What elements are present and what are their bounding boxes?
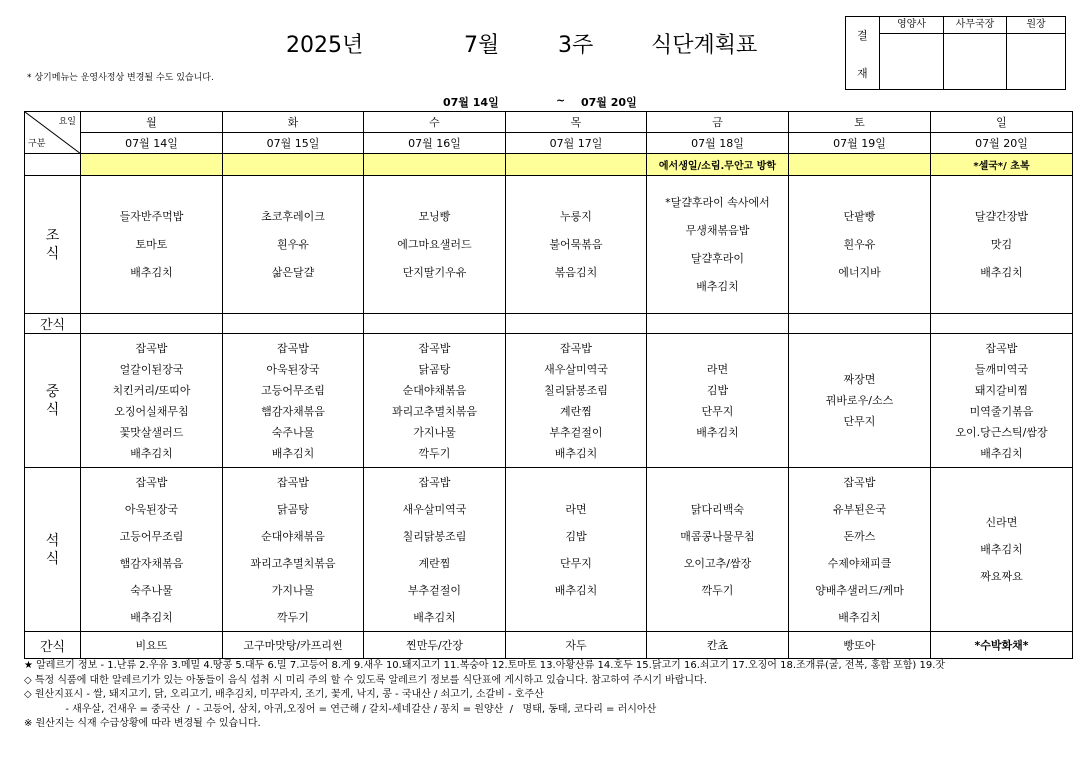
- menu-item: 잡곡밥: [560, 341, 592, 355]
- menu-item: 꽃맛살샐러드: [119, 425, 184, 439]
- lunch-cell: [223, 334, 364, 468]
- date-row: [25, 133, 1073, 154]
- menu-item: 돼지갈비찜: [974, 383, 1029, 397]
- snack2-cell: 칸쵸: [647, 632, 789, 659]
- dinner-cell: [223, 468, 364, 632]
- menu-item: 초코후레이크: [261, 209, 325, 223]
- breakfast-label: [25, 176, 81, 314]
- snack2-label: 간식: [25, 632, 81, 659]
- menu-item: 잡곡밥: [277, 341, 309, 355]
- lunch-cell: [364, 334, 506, 468]
- snack2-cell: 비요뜨: [81, 632, 223, 659]
- snack1-cell: [223, 314, 364, 334]
- date-range-start: 07월 14일: [443, 96, 499, 109]
- breakfast-cell: [364, 176, 506, 314]
- menu-item: 양배추샐러드/케마: [815, 583, 904, 597]
- snack2-cell: 자두: [506, 632, 647, 659]
- breakfast-menu-list: [81, 203, 222, 287]
- menu-item: 아욱된장국: [124, 502, 179, 516]
- diag-label-day: 요일: [58, 117, 76, 127]
- menu-item: 모닝빵: [418, 209, 451, 223]
- menu-item: 흰우유: [843, 237, 876, 251]
- lunch-label-top: 중: [45, 383, 60, 400]
- menu-item: 오이.당근스틱/쌈장: [955, 425, 1048, 439]
- lunch-cell: [506, 334, 647, 468]
- breakfast-menu-list: [223, 203, 363, 287]
- menu-item: 꽈리고추멸치볶음: [250, 556, 336, 570]
- date-cell: 07월 18일: [647, 133, 789, 154]
- approval-col-manager: [944, 17, 1007, 89]
- dinner-row: [25, 468, 1073, 632]
- snack1-cell: [506, 314, 647, 334]
- lunch-menu-list: [364, 338, 505, 464]
- menu-item: 배추김치: [554, 583, 598, 597]
- menu-item: 닭곰탕: [277, 502, 309, 516]
- lunch-menu-list: [789, 369, 930, 432]
- day-header-row: [25, 112, 1073, 133]
- breakfast-menu-list: [506, 203, 646, 287]
- menu-item: 배추김치: [130, 446, 173, 460]
- menu-item: 꽈리고추멸치볶음: [391, 404, 477, 418]
- menu-item: 계란찜: [560, 404, 592, 418]
- snack2-cell: 찐만두/간장: [364, 632, 506, 659]
- special-cell: [223, 154, 364, 176]
- footer-allergy: ★ 알레르기 정보 - 1.난류 2.우유 3.메밀 4.땅콩 5.대두 6.밀 7.고등어 8.게 9.새우 10.돼지고기 11.복숭아 12.토마토 13.아황산류 14.호두 15.닭고기 16.쇠고기 17.오징어 18.조개류(굴, 전복, 홍합 포함) 19.잣: [24, 660, 946, 671]
- lunch-cell: [789, 334, 931, 468]
- menu-item: 잡곡밥: [985, 341, 1018, 355]
- menu-item: 닭다리백숙: [690, 502, 745, 516]
- menu-item: 칠리닭봉조림: [402, 529, 467, 543]
- breakfast-cell: [931, 176, 1073, 314]
- diag-label-category: 구분: [28, 139, 46, 149]
- snack1-row: [25, 314, 1073, 334]
- dinner-cell: [789, 468, 931, 632]
- dinner-menu-list: [647, 496, 788, 604]
- breakfast-label-bottom: 식: [45, 245, 60, 262]
- date-cell: 07월 20일: [931, 133, 1073, 154]
- menu-item: 에그마요샐러드: [397, 237, 472, 251]
- menu-item: 단무지: [701, 404, 734, 418]
- menu-item: 꿔바로우/소스: [825, 394, 894, 407]
- menu-item: 들깨미역국: [974, 362, 1029, 376]
- day-header-fri: 금: [647, 112, 789, 133]
- menu-item: 배추김치: [696, 279, 739, 293]
- snack2-row: [25, 632, 1073, 659]
- footer-origin-note: ※ 원산지는 식재 수급상황에 따라 변경될 수 있습니다.: [24, 718, 261, 729]
- menu-item: 배추김치: [980, 265, 1023, 279]
- snack1-cell: [364, 314, 506, 334]
- menu-item: 오징어실채무침: [114, 404, 189, 418]
- menu-item: 배추김치: [696, 425, 739, 439]
- lunch-cell: [81, 334, 223, 468]
- special-cell: [506, 154, 647, 176]
- menu-item: 배추김치: [838, 610, 881, 624]
- day-header-thu: 목: [506, 112, 647, 133]
- menu-item: 볶음김치: [554, 265, 598, 279]
- dinner-menu-list: [81, 469, 222, 631]
- title-row: [0, 28, 830, 58]
- menu-item: 단지딸기우유: [402, 265, 467, 279]
- menu-item: 짜장면: [843, 373, 876, 386]
- menu-item: 부추겉절이: [407, 583, 462, 597]
- menu-item: 배추김치: [130, 610, 173, 624]
- dinner-label: [25, 468, 81, 632]
- breakfast-cell: [81, 176, 223, 314]
- menu-item: 잡곡밥: [135, 341, 168, 355]
- menu-item: 잡곡밥: [277, 475, 309, 489]
- breakfast-menu-list: [364, 203, 505, 287]
- lunch-menu-list: [647, 359, 788, 443]
- approval-col-nutritionist: [880, 17, 944, 89]
- lunch-label: [25, 334, 81, 468]
- page-title: 식단계획표: [651, 33, 758, 58]
- menu-item: 칠리닭봉조림: [544, 383, 608, 397]
- dinner-cell: [647, 468, 789, 632]
- lunch-label-bottom: 식: [45, 401, 60, 418]
- special-cell: [789, 154, 931, 176]
- menu-item: 맛김: [990, 237, 1013, 251]
- menu-item: 햄감자채볶음: [261, 404, 325, 418]
- snack1-cell: [81, 314, 223, 334]
- menu-item: 잡곡밥: [418, 475, 451, 489]
- date-cell: 07월 19일: [789, 133, 931, 154]
- menu-item: 단팥빵: [843, 209, 876, 223]
- special-cell: [81, 154, 223, 176]
- dinner-menu-list: [506, 496, 646, 604]
- snack1-cell: [931, 314, 1073, 334]
- special-cell: 에서생일/소림.무안고 방학: [647, 154, 789, 176]
- date-cell: 07월 16일: [364, 133, 506, 154]
- day-header-mon: 월: [81, 112, 223, 133]
- snack2-cell: 고구마맛탕/카프리썬: [223, 632, 364, 659]
- menu-item: 김밥: [706, 383, 729, 397]
- dinner-cell: [931, 468, 1073, 632]
- breakfast-cell: [223, 176, 364, 314]
- approval-head: 영양사: [880, 17, 943, 34]
- menu-item: 라면: [565, 502, 587, 516]
- menu-item: 배추김치: [980, 446, 1023, 460]
- special-cell: *셀국*/ 초복: [931, 154, 1073, 176]
- menu-item: 깍두기: [277, 610, 309, 624]
- menu-item: 잡곡밥: [135, 475, 168, 489]
- date-cell: 07월 15일: [223, 133, 364, 154]
- menu-item: 얼갈이된장국: [119, 362, 184, 376]
- menu-item: 에너지바: [838, 265, 881, 279]
- menu-item: 계란찜: [418, 556, 451, 570]
- menu-item: 달걀후라이: [690, 251, 745, 265]
- menu-item: 불어묵볶음: [549, 237, 603, 251]
- approval-head: 원장: [1007, 17, 1065, 34]
- lunch-menu-list: [223, 338, 363, 464]
- menu-item: 햄감자채볶음: [119, 556, 184, 570]
- date-range: [0, 94, 1086, 110]
- menu-item: 신라면: [985, 516, 1018, 529]
- menu-item: 가지나물: [413, 425, 456, 439]
- menu-item: 새우살미역국: [402, 502, 467, 516]
- menu-item: 배추김치: [554, 446, 598, 460]
- menu-item: 삶은달걀: [271, 265, 315, 279]
- menu-item: 배추김치: [980, 543, 1023, 556]
- menu-item: 깍두기: [418, 446, 451, 460]
- menu-item: 아욱된장국: [266, 362, 320, 376]
- breakfast-cell: [506, 176, 647, 314]
- menu-item: 가지나물: [271, 583, 315, 597]
- menu-item: 배추김치: [130, 265, 173, 279]
- date-range-sep: ~: [556, 94, 566, 107]
- menu-item: 무생채볶음밥: [685, 223, 750, 237]
- title-month: 7월: [464, 33, 500, 58]
- menu-item: 미역줄기볶음: [969, 404, 1034, 418]
- menu-item: *달걀후라이 속사에서: [665, 195, 770, 209]
- special-label-cell: [25, 154, 81, 176]
- dinner-menu-list: [789, 469, 930, 631]
- menu-item: 순대야채볶음: [402, 383, 467, 397]
- footer-allergy-notice: ◇ 특정 식품에 대한 알레르기가 있는 아동들이 음식 섭취 시 미리 주의 할 수 있도록 알레르기 정보를 식단표에 게시하고 있습니다. 참고하여 주시기 바랍니다.: [24, 674, 707, 686]
- day-header-tue: 화: [223, 112, 364, 133]
- menu-item: 잡곡밥: [843, 475, 876, 489]
- menu-item: 깍두기: [701, 583, 734, 597]
- diagonal-header-cell: [25, 112, 81, 154]
- menu-item: 들자반주먹밥: [119, 209, 184, 223]
- dinner-cell: [364, 468, 506, 632]
- menu-item: 돈까스: [843, 529, 876, 543]
- lunch-menu-list: [81, 338, 222, 464]
- menu-item: 숙주나물: [130, 583, 173, 597]
- approval-label-top: 결: [857, 29, 868, 42]
- footer-origin-2: - 새우살, 건새우 = 중국산 / - 고등어, 삼치, 아귀,오징어 = 연근해 / 갈치-세네갈산 / 꽁치 = 원양산 / 명태, 동태, 코다리 = 러시아산: [24, 703, 657, 715]
- day-header-sun: 일: [931, 112, 1073, 133]
- dinner-menu-list: [223, 469, 363, 631]
- date-cell: 07월 17일: [506, 133, 647, 154]
- snack2-cell: 빵또아: [789, 632, 931, 659]
- menu-item: 누룽지: [560, 209, 592, 223]
- snack1-label: 간식: [25, 314, 81, 334]
- menu-item: 배추김치: [413, 610, 456, 624]
- approval-head: 사무국장: [944, 17, 1006, 34]
- menu-item: 잡곡밥: [418, 341, 451, 355]
- menu-item: 닭곰탕: [418, 362, 451, 376]
- menu-item: 치킨커리/또띠아: [112, 383, 191, 397]
- menu-item: 숙주나물: [271, 425, 315, 439]
- snack1-cell: [647, 314, 789, 334]
- menu-item: 단무지: [843, 415, 876, 428]
- day-header-sat: 토: [789, 112, 931, 133]
- menu-item: 김밥: [565, 529, 587, 543]
- footer-notes: [24, 659, 1074, 732]
- menu-item: 토마토: [135, 237, 168, 251]
- snack1-cell: [789, 314, 931, 334]
- menu-table: [24, 111, 1073, 659]
- menu-item: 흰우유: [277, 237, 309, 251]
- notice-text: * 상기메뉴는 운영사정상 변경될 수도 있습니다.: [27, 73, 214, 83]
- menu-item: 오이고추/쌈장: [683, 556, 752, 570]
- breakfast-cell: [789, 176, 931, 314]
- dinner-label-top: 석: [45, 532, 60, 549]
- menu-item: 달걀간장밥: [974, 209, 1029, 223]
- lunch-menu-list: [931, 338, 1072, 464]
- day-header-wed: 수: [364, 112, 506, 133]
- menu-item: 부추겉절이: [549, 425, 603, 439]
- approval-box: [845, 16, 1066, 90]
- menu-item: 순대야채볶음: [261, 529, 325, 543]
- lunch-row: [25, 334, 1073, 468]
- menu-item: 매콤콩나물무침: [680, 529, 755, 543]
- special-event-row: [25, 154, 1073, 176]
- menu-item: 유부된은국: [832, 502, 887, 516]
- approval-label-bottom: 재: [857, 67, 868, 80]
- menu-item: 짜요짜요: [980, 570, 1023, 583]
- dinner-cell: [81, 468, 223, 632]
- menu-item: 고등어무조림: [261, 383, 325, 397]
- title-week: 3주: [558, 33, 594, 58]
- dinner-menu-list: [364, 469, 505, 631]
- breakfast-menu-list: [931, 203, 1072, 287]
- menu-item: 배추김치: [271, 446, 315, 460]
- menu-item: 라면: [706, 362, 729, 376]
- date-range-end: 07월 20일: [581, 96, 637, 109]
- dinner-cell: [506, 468, 647, 632]
- snack2-cell: *수박화채*: [931, 632, 1073, 659]
- breakfast-menu-list: [789, 203, 930, 287]
- dinner-menu-list: [931, 509, 1072, 590]
- lunch-menu-list: [506, 338, 646, 464]
- footer-origin: ◇ 원산지표시 - 쌀, 돼지고기, 닭, 오리고기, 배추김치, 미꾸라지, 조기, 꽃게, 낙지, 콩 - 국내산 / 쇠고기, 소갈비 - 호주산: [24, 689, 544, 700]
- lunch-cell: [647, 334, 789, 468]
- menu-item: 새우살미역국: [544, 362, 608, 376]
- dinner-label-bottom: 식: [45, 550, 60, 567]
- title-year: 2025년: [286, 33, 364, 58]
- breakfast-row: [25, 176, 1073, 314]
- special-cell: [364, 154, 506, 176]
- breakfast-label-top: 조: [45, 227, 60, 244]
- menu-item: 단무지: [560, 556, 592, 570]
- approval-col-director: [1007, 17, 1065, 89]
- menu-item: 수제야채피클: [827, 556, 892, 570]
- breakfast-cell: [647, 176, 789, 314]
- menu-item: 고등어무조림: [119, 529, 184, 543]
- approval-label: [846, 17, 880, 89]
- lunch-cell: [931, 334, 1073, 468]
- breakfast-menu-list: [647, 189, 788, 301]
- date-cell: 07월 14일: [81, 133, 223, 154]
